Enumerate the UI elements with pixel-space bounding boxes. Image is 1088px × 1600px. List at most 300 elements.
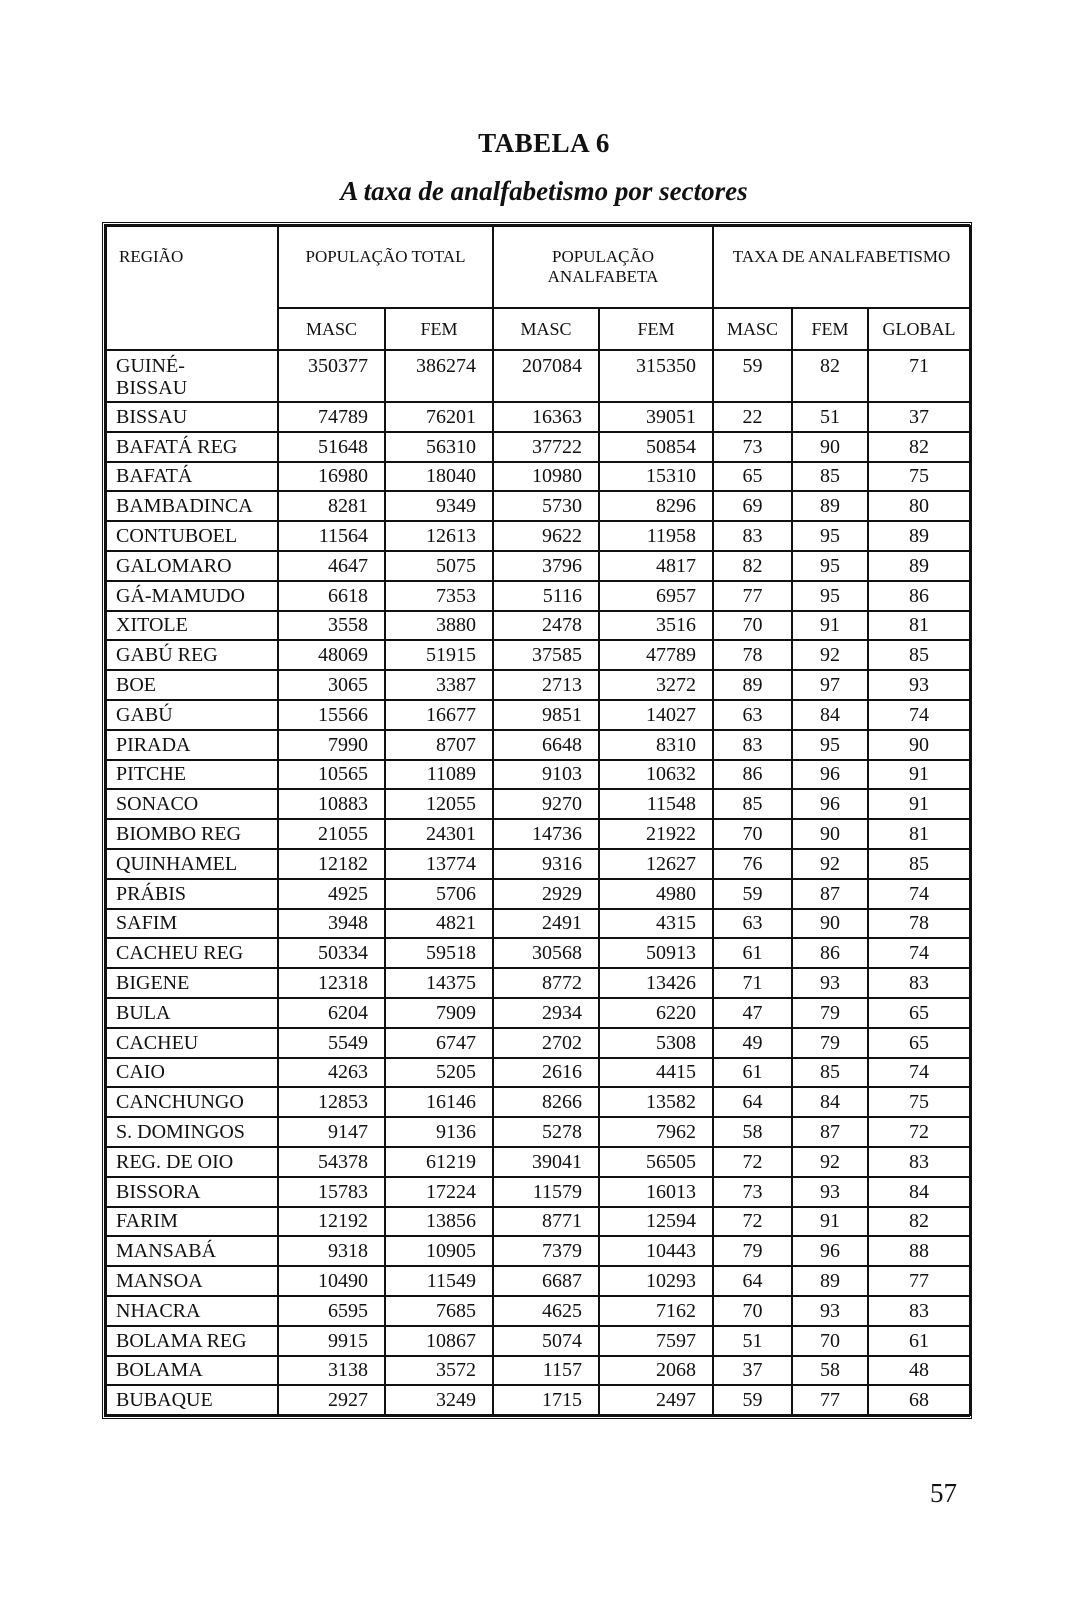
cell-pop-total-masc: 50334 [278,938,385,968]
cell-pop-total-fem: 12055 [385,789,493,819]
cell-pop-total-masc: 3948 [278,909,385,939]
table-row [106,1385,970,1415]
cell-taxa-fem: 85 [792,1058,868,1088]
cell-pop-analf-masc: 2491 [493,909,599,939]
cell-pop-analf-masc: 8266 [493,1087,599,1117]
cell-pop-total-masc: 15566 [278,700,385,730]
cell-pop-analf-masc: 2929 [493,879,599,909]
cell-region: NHACRA [106,1296,278,1326]
cell-region: BOE [106,670,278,700]
cell-pop-analf-masc: 7379 [493,1236,599,1266]
cell-pop-analf-fem: 6957 [599,581,713,611]
cell-taxa-fem: 89 [792,1266,868,1296]
cell-taxa-fem: 95 [792,521,868,551]
cell-taxa-global: 85 [868,640,970,670]
cell-taxa-fem: 51 [792,402,868,432]
cell-region: BAFATÁ REG [106,432,278,462]
cell-region: GUINÉ- BISSAU [106,350,278,402]
cell-pop-analf-masc: 9103 [493,760,599,790]
cell-taxa-global: 80 [868,491,970,521]
table-row [106,1296,970,1326]
cell-taxa-masc: 65 [713,462,792,492]
cell-region: FARIM [106,1207,278,1237]
cell-region: S. DOMINGOS [106,1117,278,1147]
cell-taxa-masc: 59 [713,1385,792,1415]
cell-pop-analf-fem: 8310 [599,730,713,760]
table-row [106,581,970,611]
cell-taxa-fem: 91 [792,611,868,641]
cell-pop-analf-fem: 3516 [599,611,713,641]
cell-pop-analf-masc: 1715 [493,1385,599,1415]
cell-taxa-masc: 70 [713,819,792,849]
cell-pop-analf-fem: 4315 [599,909,713,939]
table-row [106,551,970,581]
cell-taxa-masc: 89 [713,670,792,700]
cell-pop-analf-fem: 10293 [599,1266,713,1296]
cell-taxa-fem: 93 [792,1296,868,1326]
table-body [106,350,970,1415]
cell-pop-analf-masc: 37722 [493,432,599,462]
cell-pop-total-masc: 74789 [278,402,385,432]
cell-pop-analf-masc: 30568 [493,938,599,968]
cell-pop-total-fem: 56310 [385,432,493,462]
cell-taxa-masc: 70 [713,611,792,641]
cell-taxa-masc: 78 [713,640,792,670]
cell-pop-total-masc: 12853 [278,1087,385,1117]
cell-region: REG. DE OIO [106,1147,278,1177]
cell-taxa-fem: 82 [792,350,868,402]
cell-pop-analf-masc: 2702 [493,1028,599,1058]
cell-taxa-global: 89 [868,551,970,581]
cell-pop-total-masc: 4647 [278,551,385,581]
cell-taxa-masc: 69 [713,491,792,521]
table-row [106,730,970,760]
cell-taxa-global: 74 [868,879,970,909]
cell-taxa-global: 71 [868,350,970,402]
cell-taxa-fem: 87 [792,1117,868,1147]
cell-region: MANSOA [106,1266,278,1296]
cell-pop-total-fem: 61219 [385,1147,493,1177]
cell-pop-analf-fem: 50913 [599,938,713,968]
cell-taxa-global: 91 [868,760,970,790]
cell-taxa-fem: 79 [792,1028,868,1058]
cell-pop-total-fem: 386274 [385,350,493,402]
cell-pop-total-masc: 8281 [278,491,385,521]
cell-pop-analf-masc: 3796 [493,551,599,581]
table-row [106,1147,970,1177]
table-row [106,909,970,939]
cell-taxa-global: 81 [868,611,970,641]
cell-pop-total-fem: 24301 [385,819,493,849]
cell-pop-analf-masc: 207084 [493,350,599,402]
cell-taxa-masc: 83 [713,521,792,551]
table-row [106,1266,970,1296]
cell-region: MANSABÁ [106,1236,278,1266]
cell-taxa-global: 65 [868,1028,970,1058]
table-row [106,432,970,462]
cell-pop-analf-fem: 7162 [599,1296,713,1326]
cell-pop-total-fem: 16677 [385,700,493,730]
cell-region: GABÚ [106,700,278,730]
cell-pop-analf-fem: 15310 [599,462,713,492]
cell-taxa-global: 93 [868,670,970,700]
cell-pop-analf-fem: 12627 [599,849,713,879]
cell-region: CAIO [106,1058,278,1088]
cell-region: XITOLE [106,611,278,641]
table-row [106,849,970,879]
cell-taxa-masc: 61 [713,1058,792,1088]
cell-taxa-global: 61 [868,1326,970,1356]
cell-taxa-masc: 73 [713,432,792,462]
cell-taxa-fem: 58 [792,1356,868,1386]
cell-taxa-fem: 91 [792,1207,868,1237]
cell-taxa-fem: 97 [792,670,868,700]
cell-pop-total-fem: 12613 [385,521,493,551]
cell-taxa-global: 48 [868,1356,970,1386]
cell-region: CACHEU [106,1028,278,1058]
cell-region: BOLAMA [106,1356,278,1386]
cell-region: BAMBADINCA [106,491,278,521]
cell-pop-analf-fem: 21922 [599,819,713,849]
cell-region: BOLAMA REG [106,1326,278,1356]
cell-pop-analf-fem: 2068 [599,1356,713,1386]
cell-pop-total-masc: 12192 [278,1207,385,1237]
cell-pop-analf-masc: 9622 [493,521,599,551]
cell-pop-total-fem: 11089 [385,760,493,790]
header-pop-analf-fem: FEM [599,308,713,350]
cell-taxa-masc: 61 [713,938,792,968]
cell-taxa-masc: 47 [713,998,792,1028]
cell-taxa-fem: 92 [792,640,868,670]
cell-pop-analf-masc: 9316 [493,849,599,879]
cell-pop-analf-masc: 2713 [493,670,599,700]
cell-pop-total-fem: 7685 [385,1296,493,1326]
cell-region: CACHEU REG [106,938,278,968]
cell-pop-total-fem: 10867 [385,1326,493,1356]
cell-pop-total-masc: 4925 [278,879,385,909]
cell-taxa-global: 89 [868,521,970,551]
table-title: TABELA 6 [478,128,610,158]
table-row [106,611,970,641]
cell-taxa-global: 91 [868,789,970,819]
cell-taxa-masc: 71 [713,968,792,998]
cell-pop-total-masc: 11564 [278,521,385,551]
cell-pop-total-fem: 7909 [385,998,493,1028]
cell-pop-analf-masc: 1157 [493,1356,599,1386]
cell-region: CONTUBOEL [106,521,278,551]
table-row [106,760,970,790]
cell-pop-total-fem: 51915 [385,640,493,670]
cell-pop-total-fem: 14375 [385,968,493,998]
cell-region: GABÚ REG [106,640,278,670]
cell-taxa-global: 74 [868,938,970,968]
cell-pop-total-masc: 21055 [278,819,385,849]
cell-taxa-masc: 72 [713,1147,792,1177]
cell-taxa-fem: 96 [792,1236,868,1266]
cell-pop-analf-masc: 39041 [493,1147,599,1177]
table-row [106,640,970,670]
cell-region: QUINHAMEL [106,849,278,879]
cell-taxa-fem: 93 [792,968,868,998]
cell-pop-total-masc: 9318 [278,1236,385,1266]
cell-pop-analf-fem: 2497 [599,1385,713,1415]
header-taxa-masc: MASC [713,308,792,350]
cell-pop-total-masc: 9915 [278,1326,385,1356]
header-taxa: TAXA DE ANALFABETISMO [713,226,970,308]
cell-taxa-global: 77 [868,1266,970,1296]
cell-pop-total-masc: 12182 [278,849,385,879]
cell-pop-total-masc: 12318 [278,968,385,998]
cell-pop-total-fem: 18040 [385,462,493,492]
cell-taxa-fem: 70 [792,1326,868,1356]
cell-pop-analf-masc: 5730 [493,491,599,521]
cell-taxa-masc: 64 [713,1087,792,1117]
cell-taxa-masc: 51 [713,1326,792,1356]
cell-pop-analf-fem: 11958 [599,521,713,551]
table-row [106,1326,970,1356]
literacy-table-frame [102,222,972,1419]
cell-taxa-fem: 95 [792,551,868,581]
header-row-groups [106,226,970,308]
cell-pop-total-fem: 8707 [385,730,493,760]
cell-taxa-masc: 83 [713,730,792,760]
cell-pop-total-fem: 13856 [385,1207,493,1237]
cell-taxa-fem: 92 [792,849,868,879]
cell-taxa-global: 75 [868,1087,970,1117]
cell-pop-total-fem: 9136 [385,1117,493,1147]
table-row [106,998,970,1028]
cell-pop-analf-masc: 8772 [493,968,599,998]
cell-pop-analf-fem: 13582 [599,1087,713,1117]
cell-pop-total-fem: 3880 [385,611,493,641]
cell-region: BULA [106,998,278,1028]
cell-pop-analf-masc: 2478 [493,611,599,641]
header-region: REGIÃO [106,226,278,350]
cell-pop-total-fem: 9349 [385,491,493,521]
literacy-table [105,225,971,1416]
cell-pop-analf-masc: 14736 [493,819,599,849]
cell-region: GÁ-MAMUDO [106,581,278,611]
cell-pop-total-masc: 6595 [278,1296,385,1326]
table-row [106,1087,970,1117]
cell-region: BUBAQUE [106,1385,278,1415]
page-number: 57 [930,1478,957,1508]
cell-pop-total-masc: 9147 [278,1117,385,1147]
cell-taxa-global: 74 [868,1058,970,1088]
cell-pop-total-masc: 15783 [278,1177,385,1207]
cell-taxa-fem: 84 [792,700,868,730]
cell-taxa-masc: 85 [713,789,792,819]
cell-taxa-fem: 96 [792,760,868,790]
cell-region: BIGENE [106,968,278,998]
cell-pop-total-fem: 13774 [385,849,493,879]
cell-pop-total-masc: 7990 [278,730,385,760]
cell-pop-analf-fem: 315350 [599,350,713,402]
cell-pop-analf-masc: 6687 [493,1266,599,1296]
cell-pop-total-fem: 4821 [385,909,493,939]
cell-taxa-fem: 95 [792,730,868,760]
cell-taxa-masc: 86 [713,760,792,790]
header-pop-analf: POPULAÇÃO ANALFABETA [493,226,713,308]
header-pop-analf-masc: MASC [493,308,599,350]
cell-taxa-global: 82 [868,432,970,462]
cell-taxa-fem: 77 [792,1385,868,1415]
cell-pop-total-fem: 7353 [385,581,493,611]
cell-region: BIOMBO REG [106,819,278,849]
cell-pop-analf-masc: 2616 [493,1058,599,1088]
cell-taxa-fem: 95 [792,581,868,611]
cell-taxa-global: 72 [868,1117,970,1147]
cell-taxa-fem: 89 [792,491,868,521]
cell-region: GALOMARO [106,551,278,581]
cell-pop-analf-fem: 4415 [599,1058,713,1088]
table-row [106,700,970,730]
cell-taxa-fem: 90 [792,819,868,849]
cell-taxa-global: 68 [868,1385,970,1415]
cell-pop-total-masc: 48069 [278,640,385,670]
cell-pop-analf-masc: 8771 [493,1207,599,1237]
table-row [106,1117,970,1147]
cell-taxa-global: 86 [868,581,970,611]
cell-pop-total-masc: 10565 [278,760,385,790]
cell-pop-total-fem: 3572 [385,1356,493,1386]
cell-taxa-fem: 84 [792,1087,868,1117]
cell-taxa-masc: 63 [713,700,792,730]
cell-taxa-masc: 37 [713,1356,792,1386]
table-row [106,1058,970,1088]
header-pop-total: POPULAÇÃO TOTAL [278,226,493,308]
cell-region: SONACO [106,789,278,819]
table-row [106,879,970,909]
cell-pop-analf-fem: 7962 [599,1117,713,1147]
cell-pop-total-masc: 10883 [278,789,385,819]
cell-pop-total-masc: 3558 [278,611,385,641]
cell-pop-total-fem: 5075 [385,551,493,581]
cell-taxa-masc: 59 [713,350,792,402]
cell-region: PIRADA [106,730,278,760]
cell-taxa-global: 81 [868,819,970,849]
cell-pop-analf-masc: 16363 [493,402,599,432]
table-row [106,491,970,521]
cell-region: PITCHE [106,760,278,790]
cell-pop-total-masc: 54378 [278,1147,385,1177]
cell-pop-total-masc: 2927 [278,1385,385,1415]
cell-pop-analf-fem: 56505 [599,1147,713,1177]
table-row [106,1236,970,1266]
cell-pop-analf-fem: 8296 [599,491,713,521]
cell-pop-total-masc: 6204 [278,998,385,1028]
cell-pop-total-fem: 10905 [385,1236,493,1266]
table-row [106,1207,970,1237]
cell-pop-total-fem: 6747 [385,1028,493,1058]
cell-pop-analf-fem: 4817 [599,551,713,581]
cell-taxa-masc: 59 [713,879,792,909]
cell-region: BISSAU [106,402,278,432]
cell-region: BISSORA [106,1177,278,1207]
cell-pop-analf-fem: 6220 [599,998,713,1028]
table-row [106,350,970,402]
cell-pop-analf-fem: 5308 [599,1028,713,1058]
cell-taxa-global: 75 [868,462,970,492]
cell-taxa-global: 82 [868,1207,970,1237]
cell-taxa-global: 37 [868,402,970,432]
table-subtitle: A taxa de analfabetismo por sectores [340,176,748,206]
cell-pop-analf-masc: 11579 [493,1177,599,1207]
cell-pop-analf-fem: 11548 [599,789,713,819]
cell-pop-analf-masc: 37585 [493,640,599,670]
header-pop-total-fem: FEM [385,308,493,350]
cell-pop-analf-fem: 12594 [599,1207,713,1237]
cell-taxa-masc: 79 [713,1236,792,1266]
cell-pop-analf-fem: 39051 [599,402,713,432]
cell-taxa-global: 84 [868,1177,970,1207]
cell-taxa-global: 85 [868,849,970,879]
cell-region: BAFATÁ [106,462,278,492]
cell-pop-total-fem: 5205 [385,1058,493,1088]
cell-taxa-masc: 49 [713,1028,792,1058]
cell-pop-total-fem: 3387 [385,670,493,700]
cell-taxa-fem: 90 [792,909,868,939]
cell-pop-analf-fem: 14027 [599,700,713,730]
header-taxa-global: GLOBAL [868,308,970,350]
cell-region: PRÁBIS [106,879,278,909]
cell-pop-total-masc: 3138 [278,1356,385,1386]
cell-taxa-global: 74 [868,700,970,730]
cell-pop-total-masc: 6618 [278,581,385,611]
cell-pop-analf-masc: 5074 [493,1326,599,1356]
cell-taxa-masc: 72 [713,1207,792,1237]
table-row [106,1028,970,1058]
table-row [106,670,970,700]
table-row [106,938,970,968]
cell-pop-total-fem: 17224 [385,1177,493,1207]
cell-taxa-masc: 70 [713,1296,792,1326]
cell-taxa-fem: 96 [792,789,868,819]
cell-pop-analf-masc: 5116 [493,581,599,611]
header-taxa-fem: FEM [792,308,868,350]
cell-pop-analf-masc: 6648 [493,730,599,760]
cell-pop-analf-masc: 9270 [493,789,599,819]
cell-pop-analf-masc: 9851 [493,700,599,730]
cell-pop-total-masc: 5549 [278,1028,385,1058]
cell-pop-analf-fem: 13426 [599,968,713,998]
cell-pop-analf-fem: 4980 [599,879,713,909]
cell-taxa-fem: 93 [792,1177,868,1207]
cell-taxa-masc: 58 [713,1117,792,1147]
cell-taxa-global: 65 [868,998,970,1028]
cell-taxa-masc: 22 [713,402,792,432]
table-row [106,968,970,998]
cell-taxa-fem: 92 [792,1147,868,1177]
table-row [106,789,970,819]
cell-taxa-masc: 73 [713,1177,792,1207]
cell-pop-total-masc: 10490 [278,1266,385,1296]
table-row [106,819,970,849]
cell-pop-analf-fem: 47789 [599,640,713,670]
cell-taxa-fem: 79 [792,998,868,1028]
cell-taxa-masc: 64 [713,1266,792,1296]
cell-taxa-global: 83 [868,968,970,998]
cell-pop-total-masc: 350377 [278,350,385,402]
cell-taxa-fem: 90 [792,432,868,462]
table-row [106,1356,970,1386]
cell-pop-analf-fem: 7597 [599,1326,713,1356]
cell-pop-total-masc: 4263 [278,1058,385,1088]
cell-taxa-global: 90 [868,730,970,760]
cell-taxa-fem: 85 [792,462,868,492]
cell-pop-total-fem: 3249 [385,1385,493,1415]
header-pop-total-masc: MASC [278,308,385,350]
